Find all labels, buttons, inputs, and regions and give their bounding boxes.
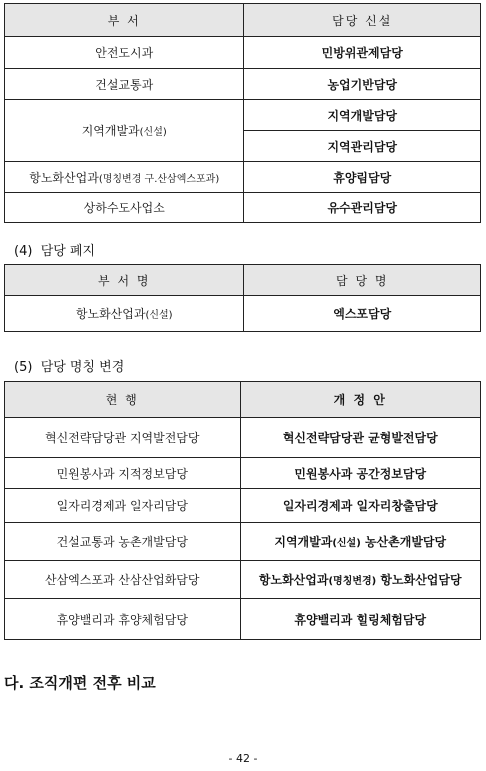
table3-header-current: 현 행 bbox=[5, 382, 241, 418]
section-number: (4) bbox=[14, 244, 33, 259]
dept-note: (신설) bbox=[145, 310, 173, 321]
revised-note: (명칭변경) bbox=[328, 576, 377, 587]
table3-header-revised: 개 정 안 bbox=[240, 382, 481, 418]
revised-duty: 농산촌개발담당 bbox=[360, 535, 447, 549]
dept-note: (명칭변경 구.산삼엑스포과) bbox=[98, 173, 220, 185]
table1-duty-cell: 지역개발담당 bbox=[244, 100, 481, 131]
dept-name: 항노화산업과 bbox=[29, 170, 99, 185]
table3-revised-cell: 휴양밸리과 힐링체험담당 bbox=[240, 599, 481, 640]
table2-header-duty: 담 당 명 bbox=[244, 265, 481, 296]
section-5-heading bbox=[14, 356, 124, 375]
new-duties-table bbox=[4, 3, 481, 223]
table1-duty-cell: 휴양림담당 bbox=[244, 162, 481, 193]
table2-header-dept: 부 서 명 bbox=[5, 265, 244, 296]
table3-current-cell: 일자리경제과 일자리담당 bbox=[5, 489, 241, 523]
dept-name: 항노화산업과 bbox=[75, 307, 146, 321]
table1-dept-cell bbox=[5, 162, 244, 193]
table1-header-dept: 부 서 bbox=[5, 4, 244, 37]
revised-dept: 지역개발과 bbox=[274, 535, 333, 549]
table3-revised-cell: 일자리경제과 일자리창출담당 bbox=[240, 489, 481, 523]
table2-dept-cell bbox=[5, 296, 244, 332]
table3-current-cell: 산삼엑스포과 산삼산업화담당 bbox=[5, 561, 241, 599]
table3-revised-cell bbox=[240, 561, 481, 599]
table3-revised-cell: 민원봉사과 공간정보담당 bbox=[240, 458, 481, 489]
revised-dept: 항노화산업과 bbox=[258, 573, 329, 587]
section-4-heading bbox=[14, 240, 95, 259]
section-da-heading: 다. 조직개편 전후 비교 bbox=[4, 674, 156, 692]
revised-duty: 항노화산업담당 bbox=[376, 573, 462, 587]
section-title: 담당 폐지 bbox=[40, 244, 96, 259]
table3-current-cell: 민원봉사과 지적정보담당 bbox=[5, 458, 241, 489]
table3-current-cell: 건설교통과 농촌개발담당 bbox=[5, 523, 241, 561]
dept-note: (신설) bbox=[139, 127, 167, 138]
table3-current-cell: 휴양밸리과 휴양체험담당 bbox=[5, 599, 241, 640]
table2-duty-cell: 엑스포담당 bbox=[244, 296, 481, 332]
page-number: - 42 - bbox=[228, 752, 258, 765]
table1-dept-cell: 상하수도사업소 bbox=[5, 193, 244, 223]
table1-dept-cell bbox=[5, 100, 244, 162]
table3-revised-cell bbox=[240, 523, 481, 561]
table1-duty-cell: 유수관리담당 bbox=[244, 193, 481, 223]
table1-header-duty: 담당 신설 bbox=[244, 4, 481, 37]
table3-revised-cell: 혁신전략담당관 균형발전담당 bbox=[240, 418, 481, 458]
table1-duty-cell: 농업기반담당 bbox=[244, 69, 481, 100]
table1-duty-cell: 민방위관제담당 bbox=[244, 37, 481, 69]
abolished-duties-table bbox=[4, 264, 481, 332]
revised-note: (신설) bbox=[332, 538, 361, 549]
section-number: (5) bbox=[14, 360, 33, 375]
dept-name: 지역개발과 bbox=[81, 124, 140, 138]
table3-current-cell: 혁신전략담당관 지역발전담당 bbox=[5, 418, 241, 458]
table1-duty-cell: 지역관리담당 bbox=[244, 131, 481, 162]
table1-dept-cell: 건설교통과 bbox=[5, 69, 244, 100]
section-title: 담당 명칭 변경 bbox=[40, 360, 125, 375]
renamed-duties-table bbox=[4, 381, 481, 640]
table1-dept-cell: 안전도시과 bbox=[5, 37, 244, 69]
